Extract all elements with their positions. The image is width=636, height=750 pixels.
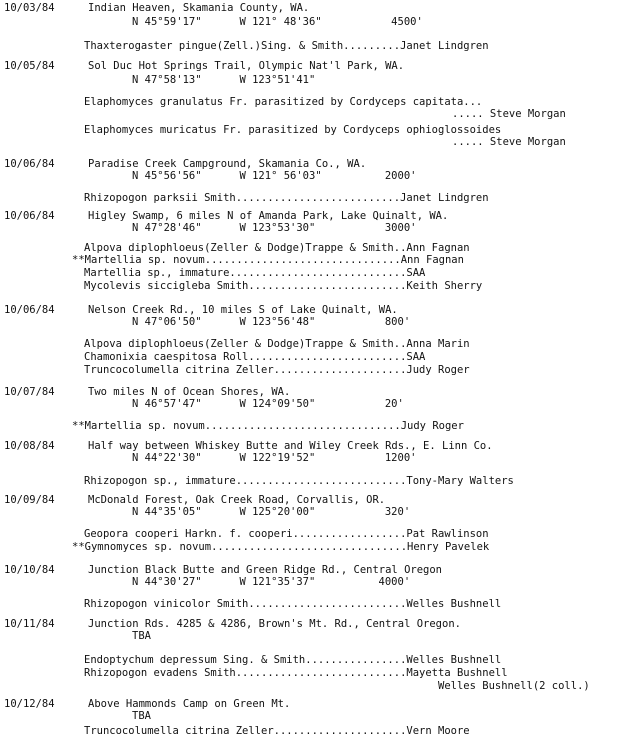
entry-coordinates: N 44°35'05" W 125°20'00" 320': [132, 506, 411, 518]
entry-location: Two miles N of Ocean Shores, WA.: [88, 386, 291, 398]
specimen-continuation: Welles Bushnell(2 coll.): [438, 680, 590, 692]
entry-coordinates: TBA: [132, 630, 151, 642]
entry-location: Higley Swamp, 6 miles N of Amanda Park, Lake Quinalt, WA.: [88, 210, 449, 222]
entry-coordinates: N 45°59'17" W 121° 48'36" 4500': [132, 16, 423, 28]
entry-date: 10/11/84: [4, 618, 55, 630]
specimen-line: **Gymnomyces sp. novum...............................Henry Pavelek: [72, 541, 490, 553]
entry-date: 10/06/84: [4, 304, 55, 316]
entry-location: Half way between Whiskey Butte and Wiley Creek Rds., E. Linn Co.: [88, 440, 493, 452]
specimen-line: Elaphomyces granulatus Fr. parasitized by Cordyceps capitata...: [84, 96, 483, 108]
specimen-line: Truncocolumella citrina Zeller.....................Judy Roger: [84, 364, 470, 376]
specimen-line: **Martellia sp. novum...............................Judy Roger: [72, 420, 464, 432]
specimen-line: Rhizopogon evadens Smith...........................Mayetta Bushnell: [84, 667, 508, 679]
specimen-line: Martellia sp., immature............................SAA: [84, 267, 426, 279]
entry-coordinates: N 45°56'56" W 121° 56'03" 2000': [132, 170, 417, 182]
entry-location: McDonald Forest, Oak Creek Road, Corvallis, OR.: [88, 494, 386, 506]
entry-location: Junction Black Butte and Green Ridge Rd., Central Oregon: [88, 564, 443, 576]
entry-date: 10/06/84: [4, 210, 55, 222]
entry-coordinates: N 44°22'30" W 122°19'52" 1200': [132, 452, 417, 464]
entry-coordinates: N 47°28'46" W 123°53'30" 3000': [132, 222, 417, 234]
entry-date: 10/10/84: [4, 564, 55, 576]
specimen-line: Rhizopogon parksii Smith..........................Janet Lindgren: [84, 192, 489, 204]
entry-location: Above Hammonds Camp on Green Mt.: [88, 698, 291, 710]
specimen-line: Thaxterogaster pingue(Zell.)Sing. & Smith.........Janet Lindgren: [84, 40, 489, 52]
entry-date: 10/07/84: [4, 386, 55, 398]
specimen-line: Rhizopogon vinicolor Smith.........................Welles Bushnell: [84, 598, 502, 610]
specimen-continuation: ..... Steve Morgan: [452, 136, 566, 148]
entry-date: 10/06/84: [4, 158, 55, 170]
entry-location: Paradise Creek Campground, Skamania Co., WA.: [88, 158, 367, 170]
entry-date: 10/12/84: [4, 698, 55, 710]
specimen-line: Chamonixia caespitosa Roll.........................SAA: [84, 351, 426, 363]
entry-location: Junction Rds. 4285 & 4286, Brown's Mt. Rd., Central Oregon.: [88, 618, 461, 630]
entry-location: Sol Duc Hot Springs Trail, Olympic Nat'l Park, WA.: [88, 60, 405, 72]
entry-date: 10/09/84: [4, 494, 55, 506]
entry-date: 10/08/84: [4, 440, 55, 452]
specimen-line: Alpova diplophloeus(Zeller & Dodge)Trappe & Smith..Anna Marin: [84, 338, 470, 350]
entry-coordinates: N 47°06'50" W 123°56'48" 800': [132, 316, 411, 328]
specimen-line: Truncocolumella citrina Zeller.....................Vern Moore: [84, 725, 470, 737]
entry-coordinates: N 44°30'27" W 121°35'37" 4000': [132, 576, 411, 588]
specimen-line: **Martellia sp. novum...............................Ann Fagnan: [72, 254, 464, 266]
entry-coordinates: N 46°57'47" W 124°09'50" 20': [132, 398, 404, 410]
specimen-line: Endoptychum depressum Sing. & Smith................Welles Bushnell: [84, 654, 502, 666]
entry-location: Nelson Creek Rd., 10 miles S of Lake Quinalt, WA.: [88, 304, 398, 316]
entry-location: Indian Heaven, Skamania County, WA.: [88, 2, 310, 14]
specimen-line: Alpova diplophloeus(Zeller & Dodge)Trappe & Smith..Ann Fagnan: [84, 242, 470, 254]
specimen-line: Mycolevis siccigleba Smith.........................Keith Sherry: [84, 280, 483, 292]
entry-date: 10/05/84: [4, 60, 55, 72]
entry-coordinates: N 47°58'13" W 123°51'41": [132, 74, 316, 86]
entry-coordinates: TBA: [132, 710, 151, 722]
specimen-line: Elaphomyces muricatus Fr. parasitized by Cordyceps ophioglossoides: [84, 124, 502, 136]
entry-date: 10/03/84: [4, 2, 55, 14]
specimen-line: Geopora cooperi Harkn. f. cooperi..................Pat Rawlinson: [84, 528, 489, 540]
specimen-line: Rhizopogon sp., immature...........................Tony-Mary Walters: [84, 475, 514, 487]
specimen-continuation: ..... Steve Morgan: [452, 108, 566, 120]
